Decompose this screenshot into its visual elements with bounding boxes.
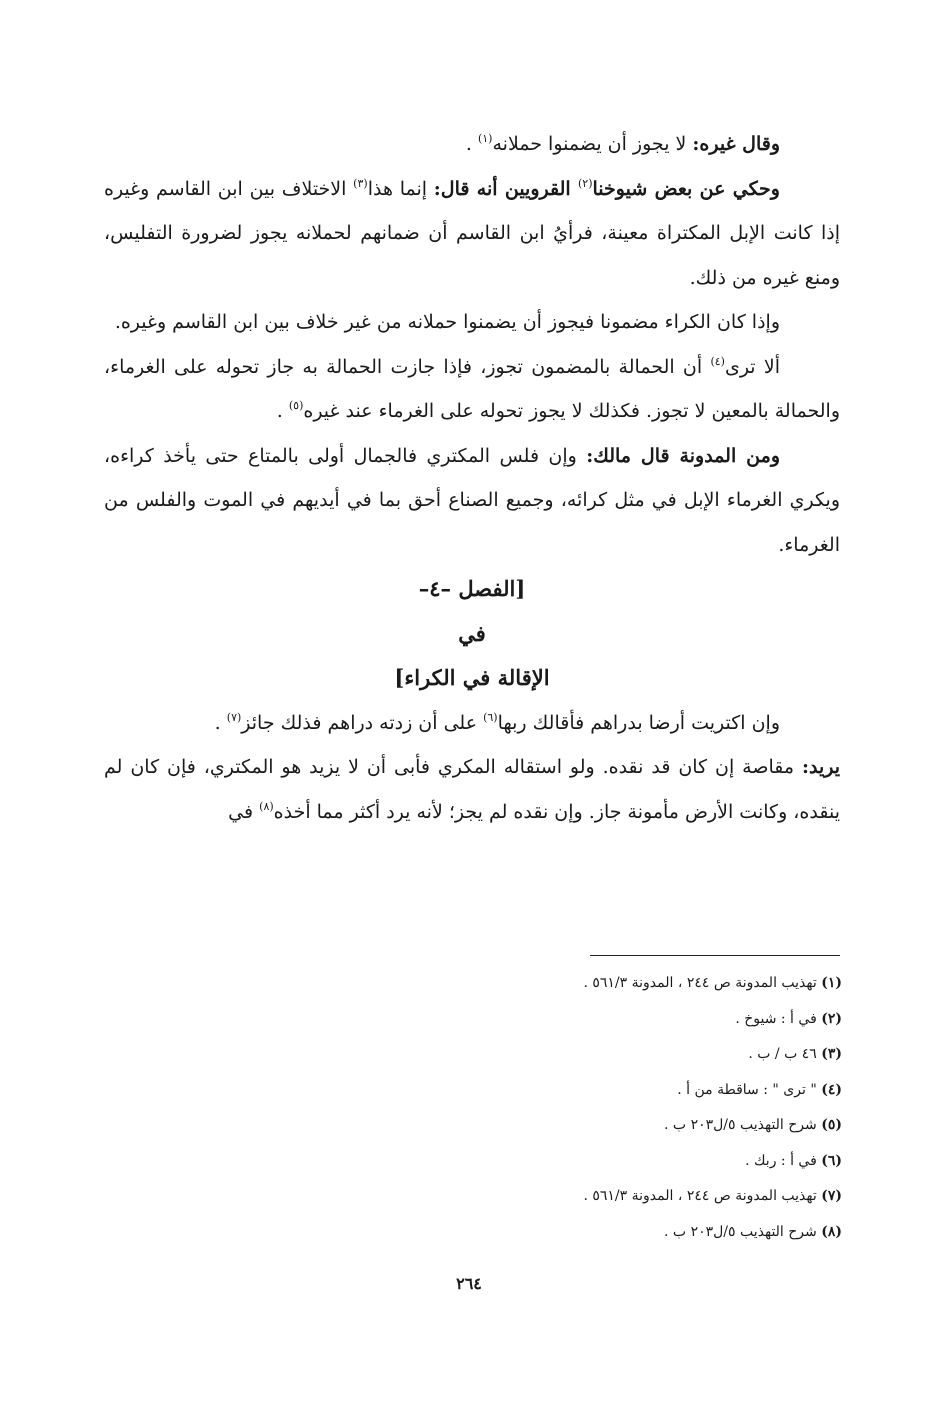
paragraph-tail: .: [214, 711, 227, 734]
paragraph-text: وإن فلس المكتري فالجمال أولى بالمتاع حتى يأخذ كراءه، ويكري الغرماء الإبل في مثل كرائه، وجميع الصناع أحق بما في أيديهم في الموت والفلس من الغرماء.: [104, 444, 840, 556]
paragraph-tail: الاختلاف بين ابن القاسم وغيره إذا كانت الإبل المكتراة معينة، فرأيُ ابن القاسم أن ضمانهم لحملانه يجوز لضرورة التفليس، ومنع غيره من ذلك.: [104, 177, 840, 289]
paragraph-text: وإذا كان الكراء مضمونا فيجوز أن يضمنوا حملانه من غير خلاف بين ابن القاسم وغيره.: [114, 311, 780, 333]
footnote-text: ٤٦ ب / ب .: [748, 1046, 822, 1062]
footnote-separator: [590, 955, 840, 956]
footnote-text: في أ : ربك .: [745, 1152, 822, 1169]
paragraph-text: وإن اكتريت أرضا بدراهم فأقالك ربها: [497, 711, 780, 734]
paragraph-7: [104, 745, 840, 834]
paragraph-text: ألا ترى: [724, 355, 780, 378]
footnote-text: شرح التهذيب ٥/ل٢٠٣ ب .: [664, 1117, 822, 1133]
footnote: [300, 1073, 842, 1109]
footnote: [300, 1037, 842, 1073]
paragraph-tail-2: .: [276, 400, 289, 422]
footnote-text: تهذيب المدونة ص ٢٤٤ ، المدونة ٥٦١/٣ .: [583, 975, 822, 991]
paragraph-tail: في: [228, 800, 260, 823]
footnote-ref: (٦): [483, 710, 498, 724]
footnote-ref: (٥): [288, 399, 304, 412]
section-heading-line-1: [الفصل –٤–: [418, 576, 526, 601]
footnote-ref: (٨): [259, 799, 274, 813]
page-number: ٢٦٤: [456, 1274, 482, 1293]
paragraph-3: [104, 300, 840, 345]
footnote-number: (٨): [821, 1223, 842, 1240]
paragraph-6: [104, 701, 840, 746]
footnote: [300, 1002, 842, 1038]
footnote-text: شرح التهذيب ٥/ل٢٠٣ ب .: [664, 1223, 822, 1240]
footnote-text: " ترى " : ساقطة من أ .: [677, 1081, 822, 1098]
section-heading-line-2: في: [458, 620, 486, 646]
footnote-ref: (٢): [578, 176, 593, 190]
footnote-number: (٦): [821, 1152, 842, 1169]
footnote-number: (١): [821, 975, 842, 991]
footnote-number: (٧): [821, 1188, 842, 1204]
paragraph-lead: وقال غيره:: [692, 133, 780, 155]
footnote: [300, 966, 842, 1002]
footnote: [300, 1108, 842, 1144]
paragraph-4: [104, 345, 840, 434]
paragraph-text: مقاصة إن كان قد نقده. ولو استقاله المكري فأبى أن لا يزيد هو المكتري، فإن كان لم ينقده، وكانت الأرض مأمونة جاز. وإن نقده لم يجز؛ لأنه يرد أكثر مما أخذه: [104, 756, 840, 823]
footnote-text: في أ : شيوخ .: [735, 1010, 822, 1027]
paragraph-text: إنما هذا: [367, 177, 434, 200]
footnote-number: (٤): [821, 1081, 842, 1098]
paragraph-lead: يريد:: [801, 756, 840, 778]
footnote-ref: (٧): [226, 710, 242, 724]
footnote-number: (٥): [821, 1117, 842, 1133]
footnote: [300, 1144, 842, 1180]
footnote-number: (٢): [821, 1010, 842, 1027]
footnote-number: (٣): [821, 1046, 842, 1062]
footnote: [300, 1215, 842, 1251]
footnotes: [300, 966, 842, 1250]
paragraph-lead: ومن المدونة قال مالك:: [586, 444, 780, 467]
footnote-ref: (١): [477, 132, 493, 145]
paragraph-lead-2: القرويين أنه قال:: [433, 177, 578, 200]
section-heading-line-3: الإقالة في الكراء]: [394, 665, 550, 690]
footnote-text: تهذيب المدونة ص ٢٤٤ ، المدونة ٥٦١/٣ .: [583, 1188, 822, 1204]
paragraph-1: [104, 122, 840, 167]
paragraph-tail: أن الحمالة بالمضمون تجوز، فإذا جازت الحمالة به جاز تحوله على الغرماء، والحمالة بالمعين لا تجوز. فكذلك لا يجوز تحوله على الغرماء عند غيره: [104, 355, 840, 422]
footnote-ref: (٣): [353, 176, 368, 190]
paragraph-text: لا يجوز أن يضمنوا حملانه: [492, 133, 693, 155]
footnote: [300, 1179, 842, 1215]
main-text: [104, 122, 840, 834]
paragraph-5: [104, 434, 840, 568]
footnote-ref: (٤): [710, 354, 725, 368]
paragraph-tail: .: [465, 133, 478, 155]
paragraph-text-2: على أن زدته دراهم فذلك جائز: [241, 711, 484, 734]
paragraph-2: [104, 167, 840, 301]
paragraph-lead: وحكي عن بعض شيوخنا: [592, 177, 780, 200]
